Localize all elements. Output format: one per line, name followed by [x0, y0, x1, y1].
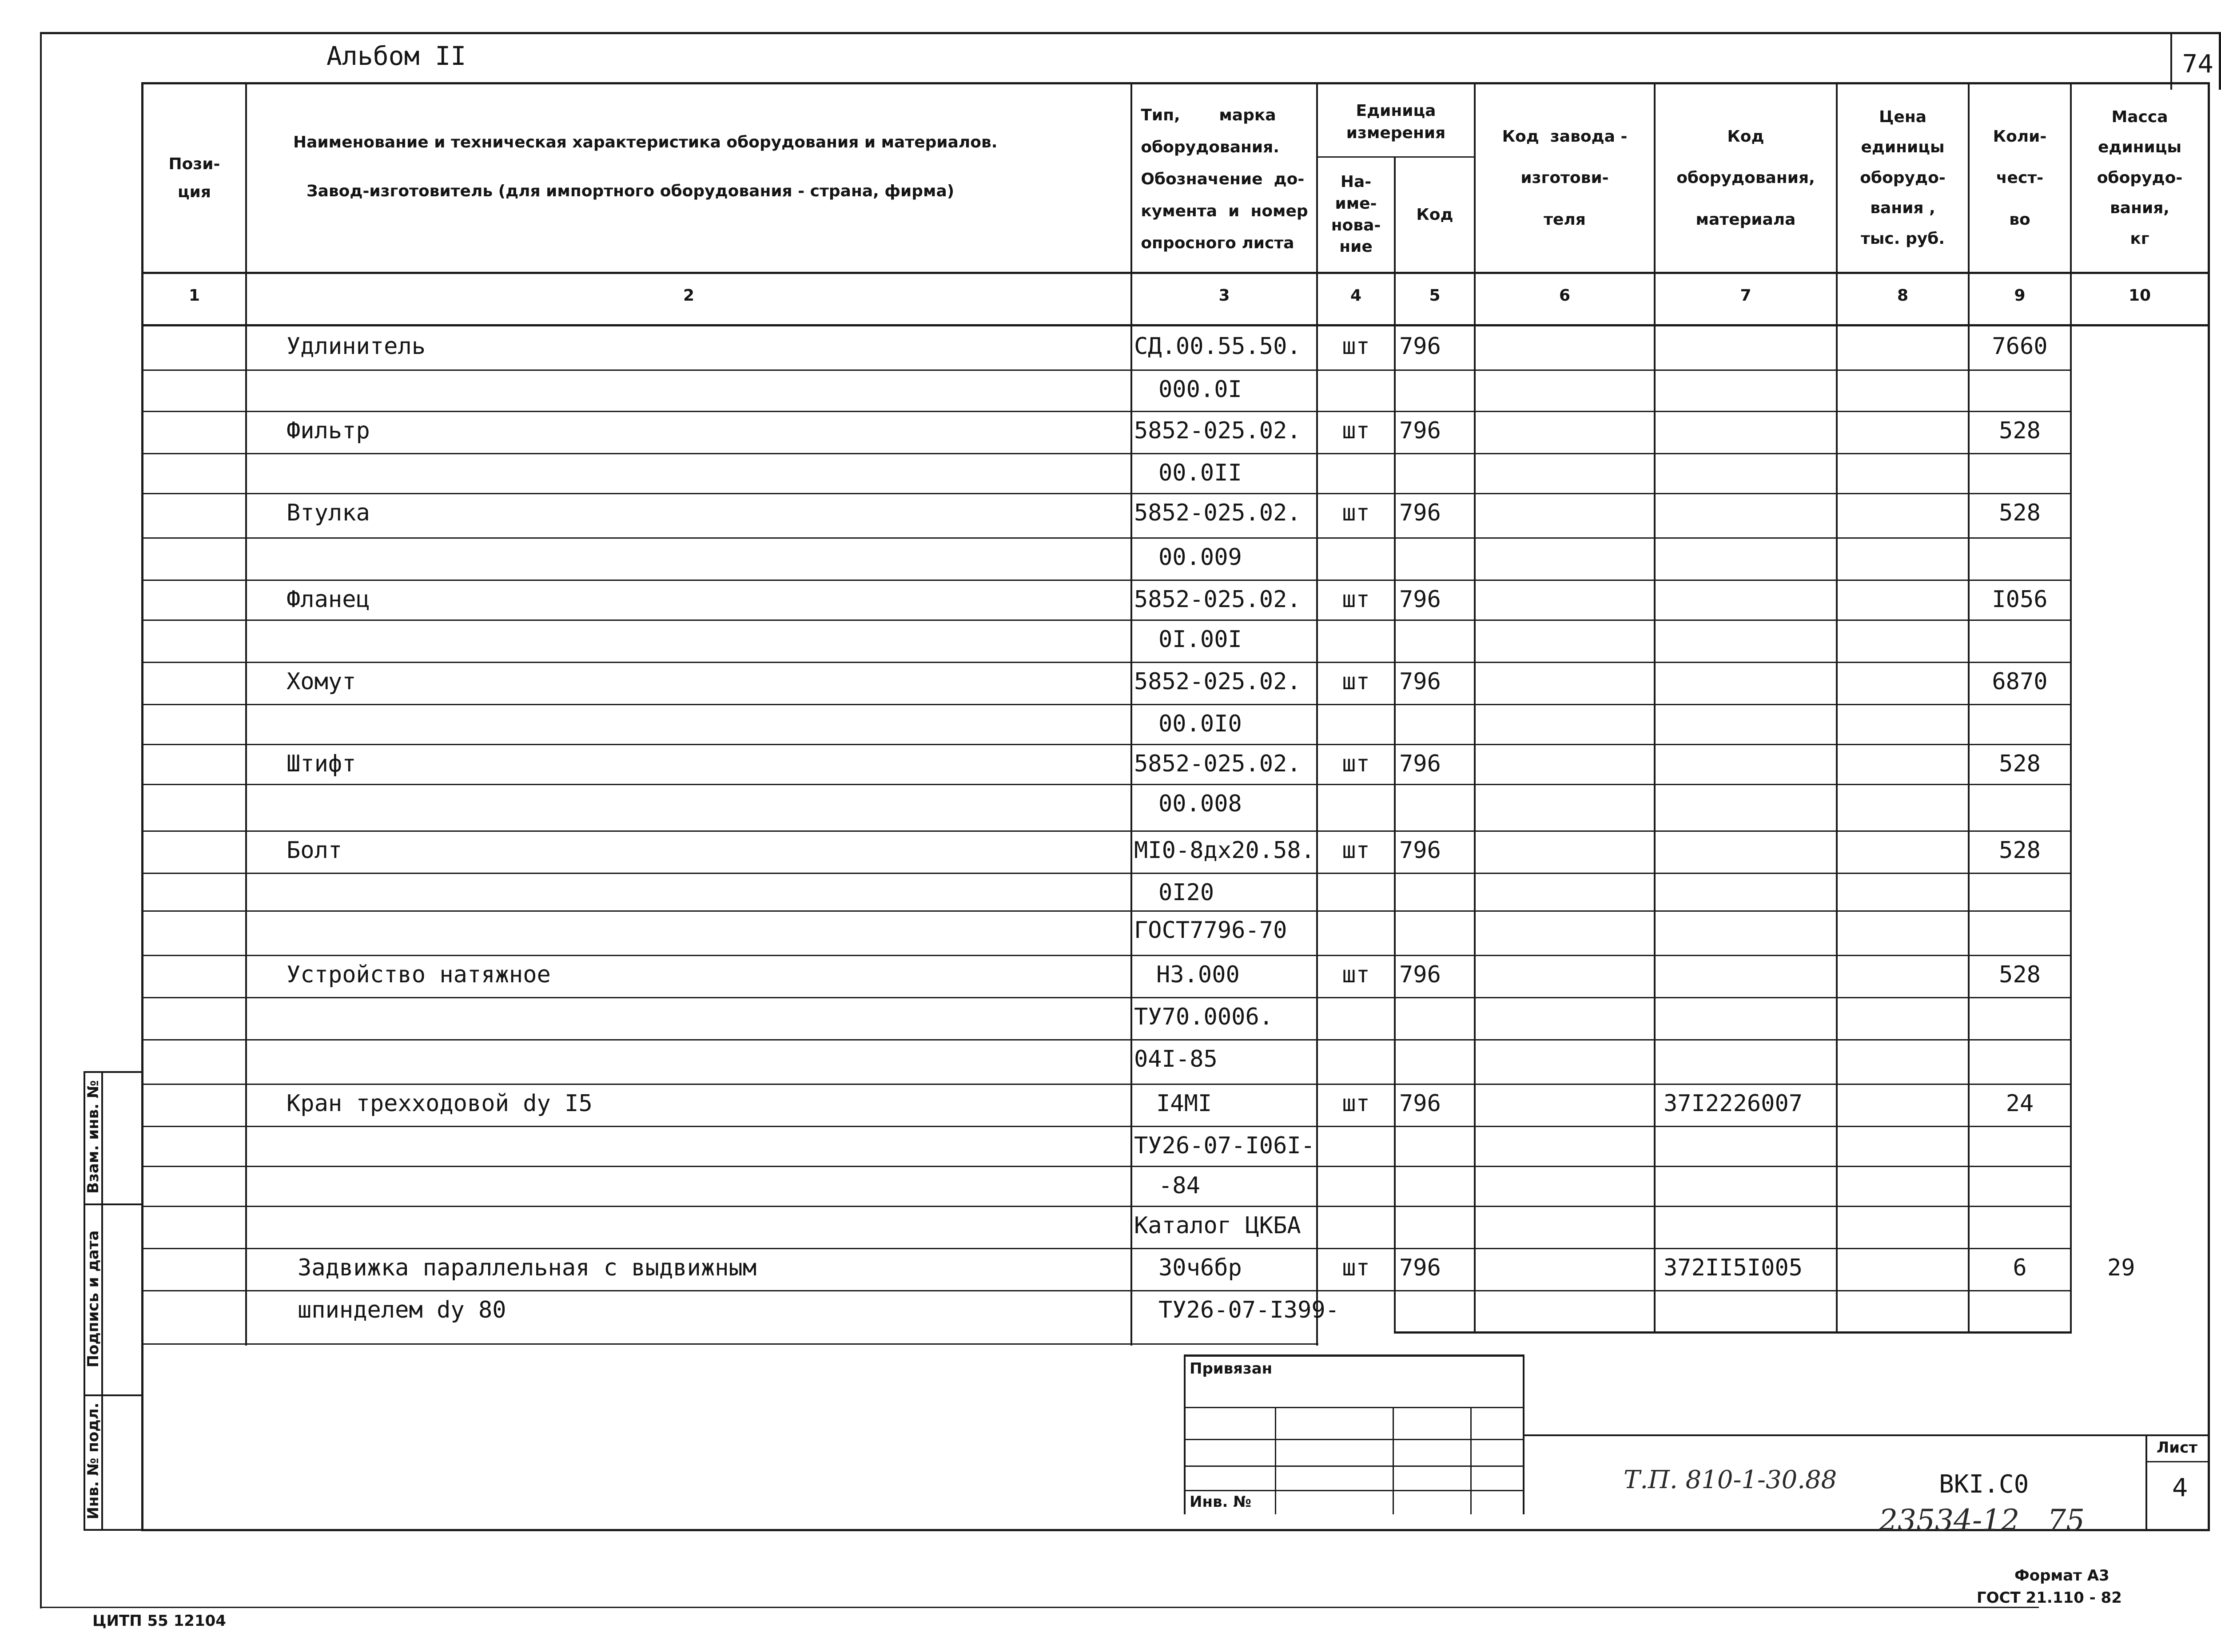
outer-frame-bottom-line: [40, 1607, 2039, 1608]
row-unit-code: 796: [1399, 586, 1441, 613]
titleblock-sheet-left: [2145, 1434, 2147, 1531]
number-row-bottom-line: [141, 324, 2209, 326]
row-name: Фланец: [287, 586, 370, 613]
row-separator: [141, 662, 2071, 663]
outer-frame-top: [40, 32, 2221, 34]
header-factory-code: Код завода - изготови- теля: [1502, 127, 1628, 229]
row-separator: [141, 784, 2071, 785]
row-document: 5852-025.02.: [1134, 500, 1301, 526]
row-document: 5852-025.02.: [1134, 668, 1301, 695]
row-unit: шт: [1342, 668, 1370, 695]
colnum-4: 4: [1350, 286, 1362, 305]
sheet-code: ВКI.С0: [1939, 1470, 2029, 1499]
gost-label: ГОСТ 21.110 - 82: [1977, 1589, 2122, 1607]
header-unit-code: Код: [1416, 206, 1453, 224]
row-unit-code: 796: [1399, 961, 1441, 988]
table-frame-right: [2208, 82, 2210, 1531]
row-unit-code: 796: [1399, 417, 1441, 444]
row-name: Фильтр: [287, 417, 370, 444]
header-equipment-code: Код оборудования, материала: [1676, 127, 1815, 229]
row-document: 00.0I0: [1158, 711, 1242, 737]
row-unit-code: 796: [1399, 1090, 1441, 1117]
sheet-number: 4: [2172, 1473, 2188, 1502]
body-bottom-line: [1394, 1331, 2072, 1334]
stamp-line3: [1184, 1465, 1524, 1467]
side-label-inv: Инв. № подл.: [84, 1402, 102, 1520]
bottom-left-code: ЦИТП 55 12104: [92, 1612, 226, 1630]
header-name-line1: Наименование и техническая характеристика оборудования и материалов.: [293, 133, 998, 151]
row-unit: шт: [1342, 1090, 1370, 1117]
row-document: СД.00.55.50.: [1134, 333, 1301, 360]
side-label-podpis: Подпись и дата: [84, 1230, 102, 1368]
colnum-3: 3: [1218, 286, 1230, 305]
row-separator: [141, 1084, 2071, 1085]
row-unit-code: 796: [1399, 333, 1441, 360]
row-document: 5852-025.02.: [1134, 586, 1301, 613]
outer-frame-left: [40, 32, 42, 1608]
row-document: 00.009: [1158, 544, 1242, 571]
row-separator: [141, 1039, 2071, 1040]
row-separator: [141, 704, 2071, 705]
row-equipment-code: 372II5I005: [1664, 1255, 1803, 1281]
row-document: MI0-8дх20.58.: [1134, 837, 1315, 864]
row-document: ТУ26-07-I399-: [1158, 1297, 1339, 1323]
row-quantity: 6: [2013, 1255, 2027, 1281]
row-quantity: 528: [1999, 837, 2041, 864]
row-document: I4MI: [1156, 1090, 1212, 1117]
header-quantity: Коли- чест- во: [1993, 127, 2047, 229]
row-quantity: 528: [1999, 417, 2041, 444]
row-name: Удлинитель: [287, 333, 426, 360]
row-separator: [141, 1166, 2071, 1167]
row-separator: [141, 580, 2071, 581]
row-name: Кран трехходовой dу I5: [287, 1090, 593, 1117]
header-type: Тип, марка оборудования. Обозначение до- кумента и номер опросного листа: [1141, 106, 1308, 252]
header-unit-group: Единица измерения: [1346, 101, 1446, 142]
row-name: Болт: [287, 837, 342, 864]
row-document: 30ч6бр: [1158, 1255, 1242, 1281]
colnum-6: 6: [1559, 286, 1571, 305]
colnum-1: 1: [188, 286, 200, 305]
side-strip-div1: [84, 1203, 143, 1205]
row-name: Хомут: [287, 668, 356, 695]
row-document: ГОСТ7796-70: [1134, 917, 1287, 944]
header-price: Цена единицы оборудо- вания , тыс. руб.: [1860, 108, 1946, 248]
stamp-line4: [1184, 1490, 1524, 1491]
row-unit: шт: [1342, 961, 1370, 988]
row-separator: [141, 830, 2071, 832]
row-quantity: I056: [1992, 586, 2048, 613]
row-document: 00.0II: [1158, 460, 1242, 486]
side-label-vzam: Взам. инв. №: [84, 1080, 102, 1194]
row-quantity: 6870: [1992, 668, 2048, 695]
row-document: -84: [1158, 1172, 1200, 1199]
row-separator: [141, 744, 2071, 745]
row-unit-code: 796: [1399, 837, 1441, 864]
col-line-2: [245, 82, 247, 1346]
titleblock-top: [1524, 1434, 2210, 1436]
row-separator: [141, 1206, 2071, 1207]
header-position: Пози- ция: [168, 155, 220, 201]
row-separator: [141, 411, 2071, 412]
row-separator: [141, 955, 2071, 956]
row-unit: шт: [1342, 500, 1370, 526]
row-separator: [141, 997, 2071, 998]
row-separator: [141, 873, 2071, 874]
row-quantity: 528: [1999, 961, 2041, 988]
stamp-inv-no: Инв. №: [1190, 1493, 1252, 1511]
header-bottom-line: [141, 272, 2209, 274]
row-separator: [141, 493, 2071, 494]
colnum-7: 7: [1740, 286, 1751, 305]
page-number: 74: [2182, 50, 2214, 79]
colnum-10: 10: [2128, 286, 2151, 305]
row-separator: [141, 620, 2071, 621]
row-separator: [141, 369, 2071, 371]
row-document: 0I20: [1158, 879, 1214, 906]
row-unit-code: 796: [1399, 500, 1441, 526]
header-name-line2: Завод-изготовитель (для импортного оборудования - страна, фирма): [306, 182, 955, 200]
row-quantity: 24: [2006, 1090, 2034, 1117]
body-bottom-left: [141, 1343, 1318, 1345]
stamp-box-top: [1184, 1354, 1524, 1357]
row-unit: шт: [1342, 837, 1370, 864]
row-document: 5852-025.02.: [1134, 417, 1301, 444]
row-document: 5852-025.02.: [1134, 751, 1301, 777]
colnum-9: 9: [2014, 286, 2026, 305]
stamp-line1: [1184, 1407, 1524, 1408]
colnum-2: 2: [683, 286, 695, 305]
project-code: Т.П. 810-1-30.88: [1624, 1465, 1837, 1494]
row-document: ТУ26-07-I06I-: [1134, 1132, 1315, 1159]
row-quantity: 528: [1999, 500, 2041, 526]
stamp-vline3: [1470, 1407, 1472, 1514]
col-line-3: [1130, 82, 1132, 1346]
row-unit-code: 796: [1399, 1255, 1441, 1281]
row-document: Каталог ЦКБА: [1134, 1212, 1301, 1239]
row-name: шпинделем dу 80: [298, 1297, 506, 1323]
stamp-privyazan: Привязан: [1190, 1360, 1273, 1378]
row-name: Устройство натяжное: [287, 961, 551, 988]
row-separator: [141, 910, 2071, 912]
row-document: Н3.000: [1156, 961, 1240, 988]
row-name: Задвижка параллельная с выдвижным: [298, 1255, 757, 1281]
row-document: 00.008: [1158, 790, 1242, 817]
row-unit: шт: [1342, 586, 1370, 613]
colnum-5: 5: [1429, 286, 1441, 305]
row-separator: [141, 1126, 2071, 1127]
album-label: Альбом II: [326, 41, 466, 71]
row-document: 04I-85: [1134, 1046, 1218, 1072]
titleblock-sheet-div: [2145, 1461, 2210, 1462]
row-name: Втулка: [287, 500, 370, 526]
row-unit: шт: [1342, 333, 1370, 360]
colnum-8: 8: [1897, 286, 1909, 305]
row-document: 0I.00I: [1158, 626, 1242, 653]
row-document: 000.0I: [1158, 376, 1242, 403]
format-label: Формат А3: [2014, 1567, 2110, 1584]
outer-frame-right: [2219, 32, 2221, 90]
row-unit: шт: [1342, 1255, 1370, 1281]
header-mass: Масса единицы оборудо- вания, кг: [2097, 108, 2183, 248]
row-quantity: 528: [1999, 751, 2041, 777]
page-number-box-left: [2170, 32, 2172, 90]
stamp-line2: [1184, 1439, 1524, 1440]
row-unit-code: 796: [1399, 668, 1441, 695]
row-unit: шт: [1342, 751, 1370, 777]
row-separator: [141, 453, 2071, 454]
row-equipment-code: 37I2226007: [1664, 1090, 1803, 1117]
stamp-vline1: [1275, 1407, 1276, 1514]
row-separator: [141, 1290, 2071, 1291]
row-separator: [141, 537, 2071, 539]
sheet-label: Лист: [2157, 1439, 2197, 1457]
stamp-vline2: [1393, 1407, 1394, 1514]
row-name: Штифт: [287, 751, 356, 777]
header-unit-name: На- име- нова- ние: [1331, 173, 1381, 256]
row-document: ТУ70.0006.: [1134, 1004, 1274, 1030]
row-unit-code: 796: [1399, 751, 1441, 777]
row-separator: [141, 1248, 2071, 1249]
row-quantity: 7660: [1992, 333, 2048, 360]
handwritten-number: 23534-12 75: [1879, 1503, 2085, 1537]
row-mass: 29: [2107, 1255, 2135, 1281]
row-unit: шт: [1342, 417, 1370, 444]
